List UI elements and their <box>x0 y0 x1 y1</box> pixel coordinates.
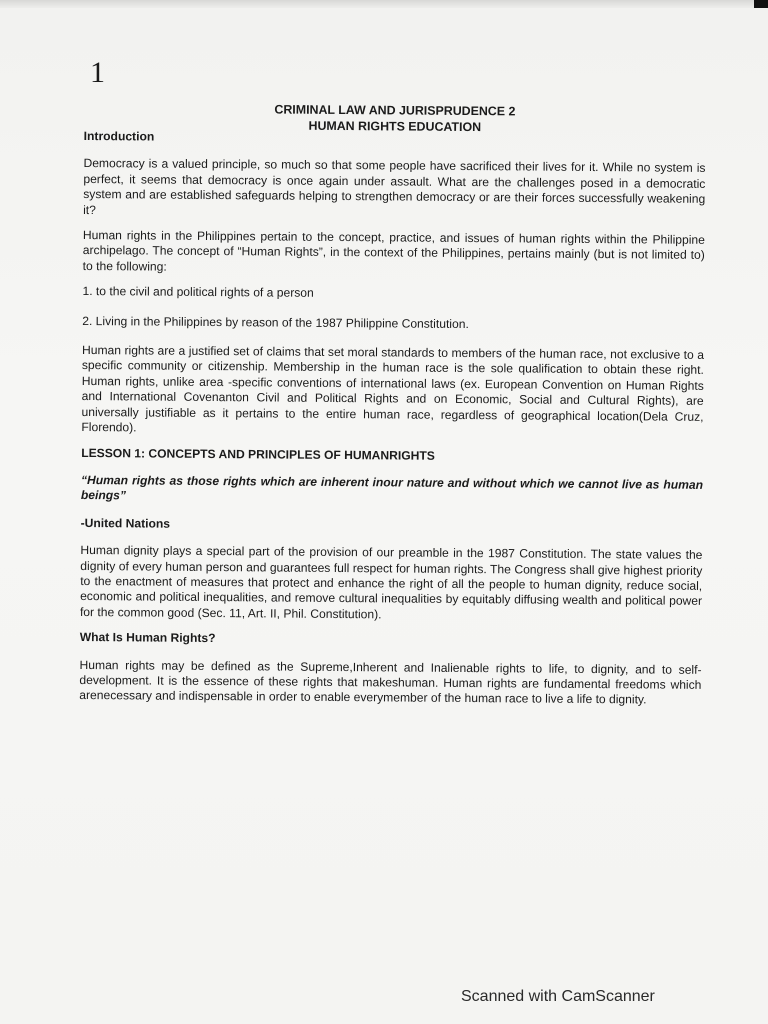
paragraph-definition: Human rights may be defined as the Supreme,Inherent and Inalienable rights to life, to dignity, and to self-development. It is the essence of these rights that makeshuman. Human rights are fundamental freedoms which arenecessary and indispensable in order to enable everymember of the human race to live a life to dignity. <box>79 657 702 707</box>
document-title: CRIMINAL LAW AND JURISPRUDENCE 2 <box>274 102 516 119</box>
list-item-civil-political: 1. to the civil and political rights of a person <box>82 284 314 301</box>
document-body <box>79 100 706 719</box>
paragraph-democracy: Democracy is a valued principle, so much so that some people have sacrificed their lives for it. While no system is perfect, it seems that democracy is once again under assault. What are the challenges posed in a democratic system and are established safeguards helping to strengthen democracy or are their forces successfully weakening it? <box>83 156 706 217</box>
list-item-constitution: 2. Living in the Philippines by reason of the 1987 Philippine Constitution. <box>82 313 469 331</box>
page-top-edge <box>0 0 768 8</box>
page-number: 1 <box>90 56 105 89</box>
paragraph-justified-claims: Human rights are a justified set of claims that set moral standards to members of the human race, not exclusive to a specific community or citizenship. Membership in the human race is the sole qualification to obtain these right. Human rights, unlike area -specific conventions of international laws (ex. European Convention on Human Rights and International Covenanton Civil and Political Rights and on Economic, Social and Cultural Rights), are universally justifiable as it pertains to the entire human race, regardless of geographical location(Dela Cruz, Florendo). <box>81 343 705 435</box>
lesson-heading: LESSON 1: CONCEPTS AND PRINCIPLES OF HUMANRIGHTS <box>81 445 435 463</box>
camscanner-watermark: Scanned with CamScanner <box>461 988 655 1005</box>
document-subtitle: HUMAN RIGHTS EDUCATION <box>308 118 482 135</box>
corner-mark <box>754 0 768 8</box>
paragraph-human-dignity: Human dignity plays a special part of the provision of our preamble in the 1987 Constitution. The state values the dignity of every human person and guarantees full respect for human rights. The Congress shall give highest priority to the enactment of measures that protect and enhance the right of all the people to human dignity, reduce social, economic and political inequalities, and remove cultural inequalities by equitably diffusing wealth and political power for the common good (Sec. 11, Art. II, Phil. Constitution). <box>79 543 703 622</box>
paragraph-human-rights-philippines: Human rights in the Philippines pertain to the concept, practice, and issues of human rights within the Philippine archipelago. The concept of “Human Rights”, in the context of the Philippines, pertains mainly (but is not limited to) to the following: <box>82 228 705 274</box>
what-is-human-rights-heading: What Is Human Rights? <box>79 630 216 646</box>
un-quote: “Human rights as those rights which are inherent inour nature and without which we cannot live as human beings” <box>80 472 704 503</box>
introduction-heading: Introduction <box>83 128 155 144</box>
quote-attribution: -United Nations <box>80 515 171 531</box>
